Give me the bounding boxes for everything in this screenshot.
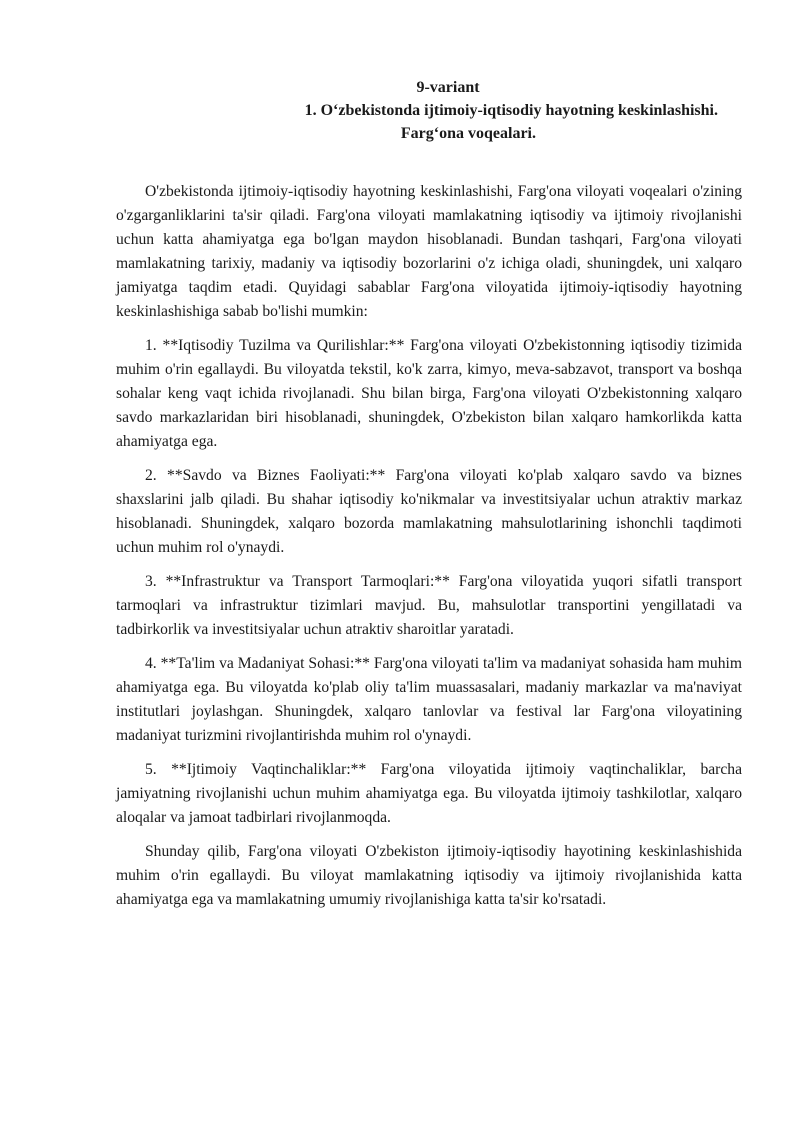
document-title	[116, 99, 742, 145]
document-page	[116, 77, 742, 922]
list-item-paragraph: 5. **Ijtimoiy Vaqtinchaliklar:** Farg'ona viloyatida ijtimoiy vaqtinchaliklar, barcha jamiyatning rivojlanishi uchun muhim ahamiyatga ega. Bu viloyatda ijtimoiy tashkilotlar, xalqaro aloqalar va jamoat tadbirlari rivojlanmoqda.	[116, 761, 742, 826]
variant-heading: 9-variant	[416, 79, 480, 96]
intro-paragraph: O'zbekistonda ijtimoiy-iqtisodiy hayotning keskinlashishi, Farg'ona viloyati voqealari o'zining o'zgarganliklarini ta'sir qiladi. Farg'ona viloyati mamlakatning iqtisodiy va ijtimoiy rivojlanishi uchun katta ahamiyatga ega bo'lgan maydon hisoblanadi. Bundan tashqari, Farg'ona viloyati mamlakatning tarixiy, madaniy va iqtisodiy bozorlarini o'z ichiga oladi, shuningdek, uni xalqaro jamiyatga taqdim etadi. Quyidagi sabablar Farg'ona viloyatida ijtimoiy-iqtisodiy hayotning keskinlashishiga sabab bo'lishi mumkin:	[116, 183, 742, 320]
document-body	[116, 180, 742, 912]
list-item-paragraph: 3. **Infrastruktur va Transport Tarmoqlari:** Farg'ona viloyatida yuqori sifatli transport tarmoqlari va infrastruktur tizimlari mavjud. Bu, mahsulotlar transportini yengillatadi va tadbirkorlik va investitsiyalar uchun atraktiv sharoitlar yaratadi.	[116, 573, 742, 638]
list-item-paragraph: 1. **Iqtisodiy Tuzilma va Qurilishlar:** Farg'ona viloyati O'zbekistonning iqtisodiy tizimida muhim o'rin egallaydi. Bu viloyatda tekstil, ko'k zarra, kimyo, meva-sabzavot, transport va boshqa sohalar keng vaqt ichida rivojlanadi. Shu bilan birga, Farg'ona viloyati O'zbekistonning xalqaro savdo markazlaridan biri hisoblanadi, shuningdek, O'zbekiston bilan xalqaro hamkorlikda katta ahamiyatga ega.	[116, 337, 742, 450]
conclusion-paragraph: Shunday qilib, Farg'ona viloyati O'zbekiston ijtimoiy-iqtisodiy hayotining keskinlashishida muhim o'rin egallaydi. Bu viloyat mamlakatning iqtisodiy va ijtimoiy rivojlanishida katta ahamiyatga ega va mamlakatning umumiy rivojlanishiga katta ta'sir ko'rsatadi.	[116, 843, 742, 908]
title-line-2: Farg‘ona voqealari.	[400, 125, 536, 142]
list-item-paragraph: 4. **Ta'lim va Madaniyat Sohasi:** Farg'ona viloyati ta'lim va madaniyat sohasida ham muhim ahamiyatga ega. Bu viloyatda ko'plab oliy ta'lim muassasalari, madaniy markazlar va ma'naviyat institutlari joylashgan. Shuningdek, xalqaro tanlovlar va festival lar Farg'ona viloyatining madaniyat turizmini rivojlantirishda muhim rol o'ynaydi.	[116, 655, 742, 744]
list-item-paragraph: 2. **Savdo va Biznes Faoliyati:** Farg'ona viloyati ko'plab xalqaro savdo va biznes shaxslarini jalb qiladi. Bu shahar iqtisodiy ko'nikmalar va investitsiyalar uchun atraktiv markaz hisoblanadi. Shuningdek, xalqaro bozorda mamlakatning mahsulotlarining ishonchli taqdimoti uchun muhim rol o'ynaydi.	[116, 467, 742, 556]
title-line-1: 1. O‘zbekistonda ijtimoiy-iqtisodiy hayotning keskinlashishi.	[304, 102, 718, 119]
